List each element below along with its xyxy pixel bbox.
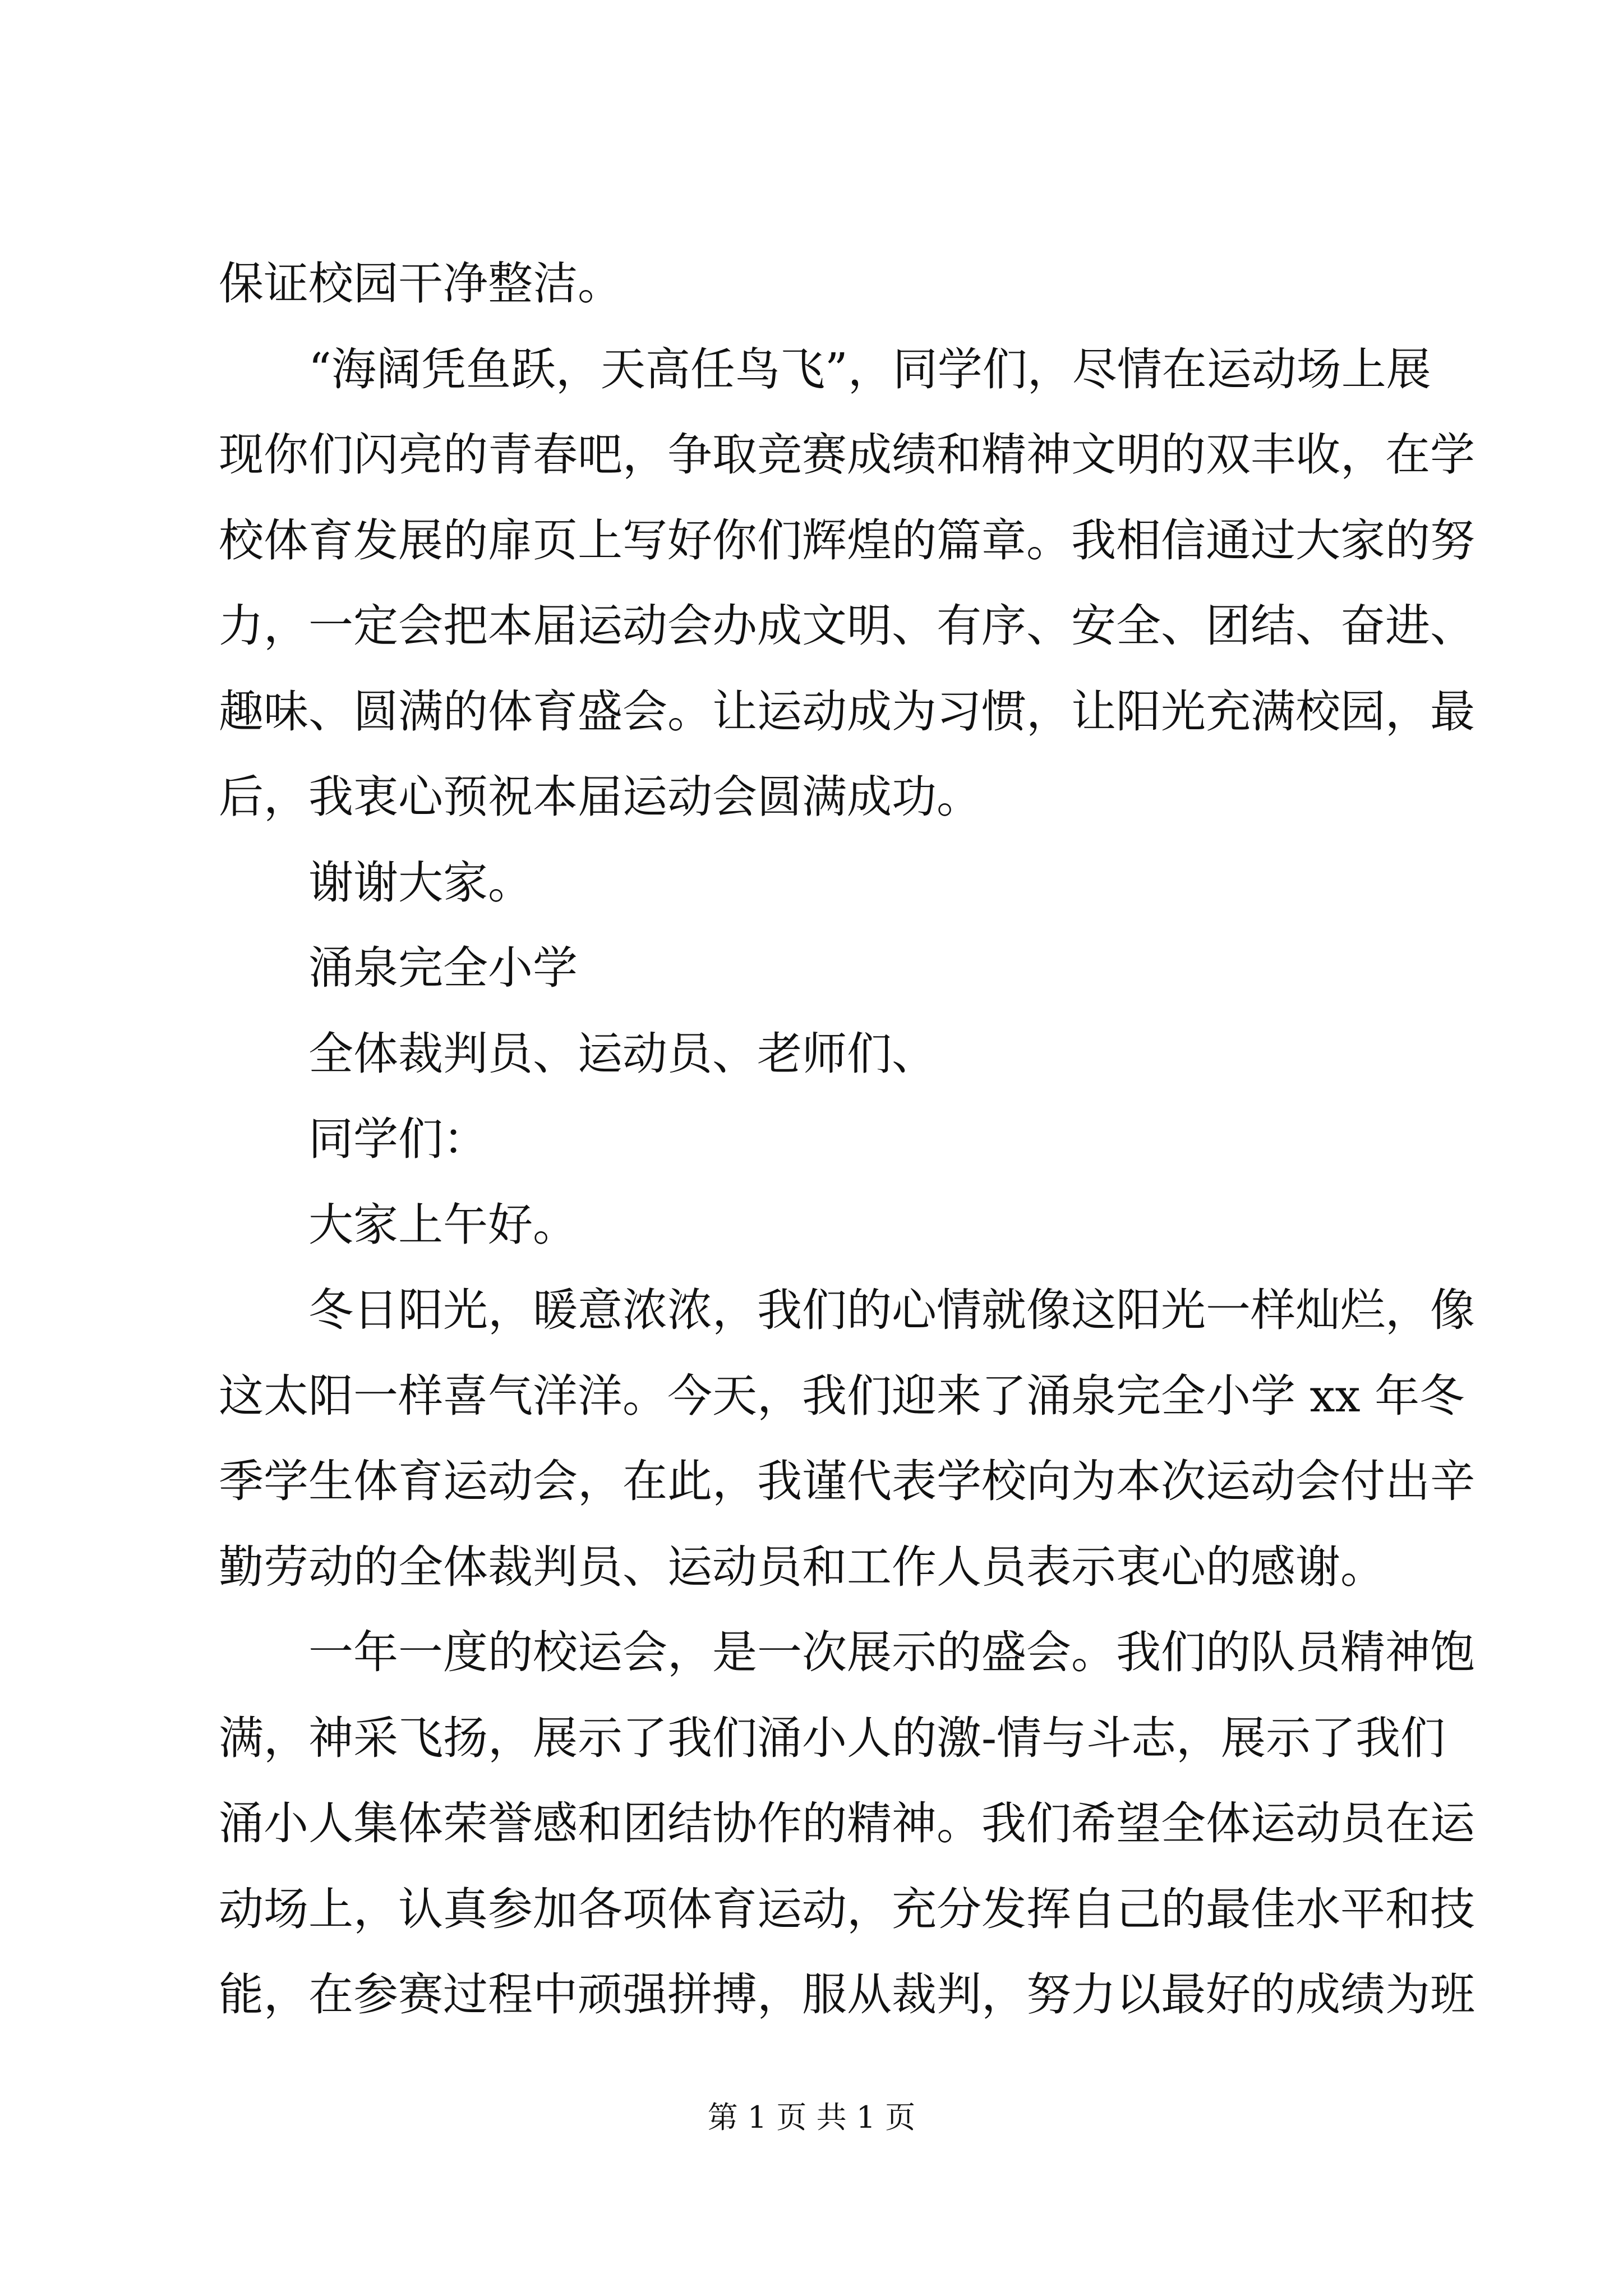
- paragraph-line: 满，神采飞扬，展示了我们涌小人的激-情与斗志，展示了我们: [219, 1711, 1446, 1764]
- paragraph-line: 一年一度的校运会，是一次展示的盛会。我们的队员精神饱: [308, 1626, 1475, 1678]
- school-name: 涌泉完全小学: [308, 942, 578, 994]
- closing-thanks: 谢谢大家。: [308, 856, 533, 909]
- paragraph-line: “海阔凭鱼跃，天高任鸟飞”，同学们，尽情在运动场上展: [308, 343, 1431, 395]
- paragraph-line: 力，一定会把本届运动会办成文明、有序、安全、团结、奋进、: [219, 600, 1475, 652]
- paragraph-line: 这太阳一样喜气洋洋。今天，我们迎来了涌泉完全小学 xx 年冬: [219, 1369, 1465, 1422]
- paragraph-line: 冬日阳光，暖意浓浓，我们的心情就像这阳光一样灿烂，像: [308, 1284, 1475, 1336]
- paragraph-line: 保证校园干净整洁。: [219, 257, 623, 310]
- paragraph-line: 动场上，认真参加各项体育运动，充分发挥自己的最佳水平和技: [219, 1883, 1475, 1935]
- salutation-line: 同学们：: [308, 1113, 488, 1165]
- paragraph-line: 后，我衷心预祝本届运动会圆满成功。: [219, 771, 981, 823]
- page-number-footer: 第 1 页 共 1 页: [707, 2100, 916, 2135]
- paragraph-line: 能，在参赛过程中顽强拼搏，服从裁判，努力以最好的成绩为班: [219, 1968, 1475, 2021]
- paragraph-line: 涌小人集体荣誉感和团结协作的精神。我们希望全体运动员在运: [219, 1797, 1475, 1849]
- paragraph-line: 趣味、圆满的体育盛会。让运动成为习惯，让阳光充满校园，最: [219, 685, 1475, 738]
- salutation-line: 全体裁判员、运动员、老师们、: [308, 1027, 937, 1080]
- paragraph-line: 季学生体育运动会，在此，我谨代表学校向为本次运动会付出辛: [219, 1455, 1475, 1507]
- paragraph-line: 校体育发展的扉页上写好你们辉煌的篇章。我相信通过大家的努: [219, 514, 1475, 567]
- greeting-line: 大家上午好。: [308, 1198, 578, 1251]
- paragraph-line: 现你们闪亮的青春吧，争取竞赛成绩和精神文明的双丰收，在学: [219, 429, 1475, 481]
- paragraph-line: 勤劳动的全体裁判员、运动员和工作人员表示衷心的感谢。: [219, 1540, 1385, 1593]
- document-body: [219, 241, 1475, 2038]
